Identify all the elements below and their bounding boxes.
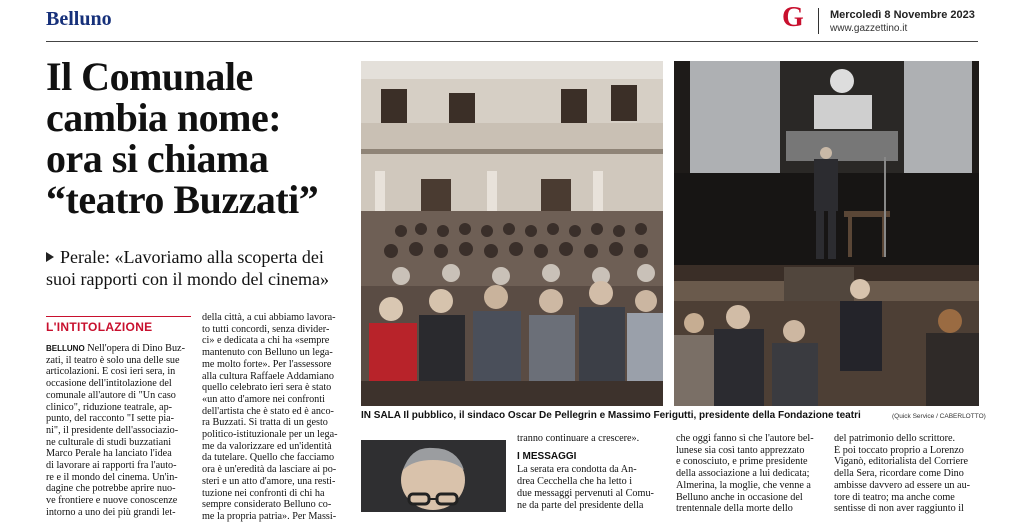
column-line: di lavorare ai rapporti fra l'auto- [46, 460, 177, 472]
caption-lead: IN SALA [361, 410, 401, 421]
photo-portrait [361, 440, 506, 512]
column-line: quello celebrato ieri sera è stato [202, 382, 332, 394]
column-line: zati, il teatro è solo una delle sue [46, 354, 180, 366]
column-line: lunese sia così tanto apprezzato [676, 444, 805, 456]
caption-text: Il pubblico, il sindaco Oscar De Pellegrin e Massimo Ferigutti, presidente della Fondazione teatri [400, 410, 861, 421]
article-headline [46, 56, 356, 220]
column-line: della associazione a lui dedicata; [676, 468, 810, 480]
theatre-audience-illustration [361, 61, 663, 406]
headline-line: “teatro Buzzati” [46, 177, 319, 222]
column-line: e conosciuto, e prime presidente [676, 456, 808, 468]
column-line: re e il mondo del cinema. Un'in- [46, 471, 178, 483]
article-column-3 [517, 433, 665, 511]
column-line: sentisse di non aver raggiunto il [834, 503, 964, 515]
masthead-divider [818, 8, 819, 34]
photo-credit: (Quick Service / CABERLOTTO) [892, 413, 986, 420]
column-line: me molto forte». Per l'assessore [202, 358, 332, 370]
column-line: me la propria patria». Per Massi- [202, 510, 337, 522]
column-line: «un atto d'amore nei confronti [202, 393, 325, 405]
column-line: tuzione nei confronti di chi ha [202, 487, 325, 499]
column-line: drea Cecchella che ha letto i [517, 476, 633, 488]
column-line: ne da parte del presidente della [517, 499, 644, 511]
headline-line: cambia nome: [46, 95, 282, 140]
column-line: Almerina, la moglie, che venne a [676, 479, 811, 491]
section-subtitle: I MESSAGGI [517, 450, 577, 462]
column-line: Belluno anche in occasione del [676, 491, 803, 503]
article-subhead [46, 246, 356, 290]
column-line: me da valorizzare ed un'identità [202, 440, 332, 452]
column-line: ambisse davvero ad essere un au- [834, 479, 971, 491]
article-column-4 [676, 433, 824, 515]
photo-theatre-audience [361, 61, 663, 406]
column-line: La serata era condotta da An- [517, 464, 637, 476]
column-line: alla cultura Raffaele Addamiano [202, 370, 334, 382]
column-line: to tutti concordi, senza divider- [202, 323, 330, 335]
column-line: comunale all'autore di "Un caso [46, 389, 176, 401]
column-line: Viganò, editorialista del Corriere [834, 456, 969, 468]
column-line: BELLUNO Nell'opera di Dino Buz- [46, 343, 185, 354]
column-line: dell'artista che è stato ed è anco- [202, 405, 334, 417]
header-rule [46, 41, 978, 42]
column-line: mantenuto con Belluno un lega- [202, 347, 333, 359]
column-line: della città, a cui abbiamo lavora- [202, 312, 336, 323]
column-line: del patrimonio dello scrittore. [834, 433, 956, 444]
column-line: steri e un atto d'amore, una resti- [202, 475, 336, 487]
column-line: clinico", riduzione teatrale, ap- [46, 401, 173, 413]
headline-line: ora si chiama [46, 136, 269, 181]
kicker-rule [46, 316, 191, 317]
article-column-1 [46, 343, 189, 519]
column-line: della Sera, ricordare come Dino [834, 468, 964, 480]
photo-caption [361, 410, 861, 421]
photo-theatre-stage [674, 61, 979, 406]
column-line: trentennale della morte dello [676, 503, 793, 515]
column-line: ne culturale di studi buzzatiani [46, 436, 172, 448]
section-title: Belluno [46, 8, 112, 30]
publication-date: Mercoledì 8 Novembre 2023 [830, 9, 975, 21]
column-line: intorno a uno dei più grandi let- [46, 506, 176, 518]
column-line: Marco Perale ha lanciato l'idea [46, 448, 172, 460]
column-line: ra Buzzati. Si tratta di un gesto [202, 417, 328, 429]
website-url: www.gazzettino.it [830, 23, 908, 34]
triangle-bullet-icon [46, 252, 54, 262]
column-line: articolazioni. E così ieri sera, in [46, 366, 176, 378]
theatre-stage-illustration [674, 61, 979, 406]
gazzettino-logo: G [782, 2, 804, 33]
column-line: che oggi fanno sì che l'autore bel- [676, 433, 814, 444]
column-line: ora è un'eredità da lasciare ai po- [202, 464, 337, 476]
column-line: tore di teatro; ma anche come [834, 491, 955, 503]
column-line: dagine che potrebbe aprire nuo- [46, 483, 176, 495]
column-line: sempre considerato Belluno co- [202, 499, 332, 511]
column-line: occasione dell'intitolazione del [46, 378, 172, 390]
article-kicker: L'INTITOLAZIONE [46, 320, 153, 334]
column-line: politico-istituzionale per un lega- [202, 429, 338, 441]
column-line: ci» e dedicata a chi ha «sempre [202, 335, 330, 347]
column-line: ni", il presidente dell'associazio- [46, 424, 179, 436]
column-line: punto, del racconto "I sette pia- [46, 413, 175, 425]
column-line: ve frontiere e nuove conoscenze [46, 495, 178, 507]
column-line: due messaggi pervenuti al Comu- [517, 487, 654, 499]
column-line: tranno continuare a crescere». [517, 433, 640, 444]
portrait-illustration [361, 440, 506, 512]
column-line: da tutelare. Quello che facciamo [202, 452, 335, 464]
subhead-text: Perale: «Lavoriamo alla scoperta dei suoi rapporti con il mondo del cinema» [46, 247, 329, 289]
dateline-place: BELLUNO [46, 344, 85, 353]
column-line: È poi toccato proprio a Lorenzo [834, 444, 964, 456]
article-column-5 [834, 433, 980, 515]
article-column-2 [202, 312, 350, 523]
headline-line: Il Comunale [46, 54, 253, 99]
